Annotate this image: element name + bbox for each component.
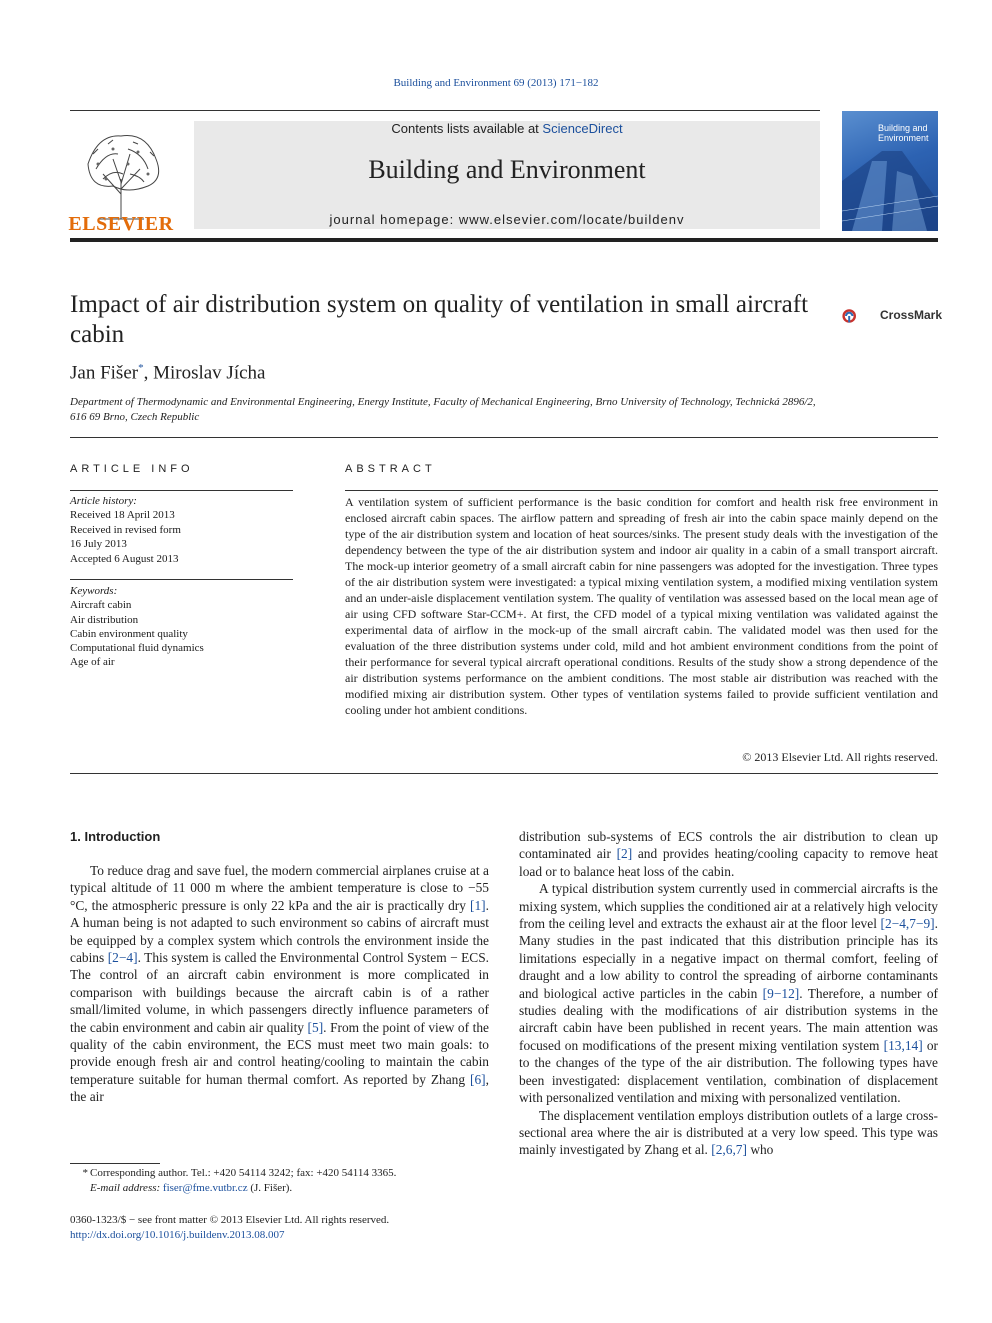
citation-link[interactable]: [5] bbox=[307, 1019, 324, 1035]
abstract-bottom-rule bbox=[70, 773, 938, 774]
journal-cover-image[interactable] bbox=[842, 111, 938, 231]
article-history bbox=[70, 494, 293, 566]
journal-citation[interactable]: Building and Environment 69 (2013) 171−182 bbox=[393, 77, 599, 89]
body-paragraph: To reduce drag and save fuel, the modern commercial airplanes cruise at a typical altitude of 11 000 m where the ambient temperature is close to −55 °C, the atmospheric pressure is only 22 kPa and the air is practically dry [1]. A human being is not adapted to such environment so cabins of aircraft must be equipped by a complex system which controls the environment inside the cabins [2−4]. This system is called the Environmental Control System − ECS. The control of an aircraft cabin environment is more complicated in comparison with buildings because the aircraft cabin is of a rather small/limited volume, in which passengers directly influence parameters of the cabin environment and cabin air quality [5]. From the point of view of the quality of the cabin environment, the ECS must meet two main goals: to provide enough fresh air and control heating/cooling to maintain the cabin temperature suitable for human thermal comfort. As reported by Zhang [6], the air bbox=[70, 863, 489, 1105]
body-paragraph: distribution sub-systems of ECS controls the air distribution to clean up contaminated air [2] and provides heating/cooling capacity to remove heat load or to balance heat loss of the cabin. bbox=[519, 829, 938, 879]
elsevier-wordmark: ELSEVIER bbox=[68, 213, 174, 235]
author-list bbox=[70, 362, 265, 384]
author-name[interactable]: Miroslav Jícha bbox=[153, 362, 266, 384]
corresponding-author-note bbox=[70, 1166, 490, 1181]
doi-link[interactable]: http://dx.doi.org/10.1016/j.buildenv.2013.08.007 bbox=[70, 1229, 285, 1241]
abstract-heading: ABSTRACT bbox=[345, 463, 436, 475]
email-link[interactable]: fiser@fme.vutbr.cz bbox=[162, 1182, 248, 1194]
cover-title-line-1: Building and bbox=[878, 123, 928, 133]
cover-title bbox=[878, 123, 929, 143]
citation-link[interactable]: [2] bbox=[616, 846, 633, 862]
keyword: Air distribution bbox=[70, 613, 139, 626]
header-rule bbox=[70, 110, 820, 111]
body-paragraph: A typical distribution system currently used in commercial aircrafts is the mixing system, which supplies the conditioned air at a relatively high velocity from the ceiling level and extracts the exhaust air at the floor level [2−4,7−9]. Many studies in the past indicated that this distribution principle has its limitations especially in a negative impact on thermal comfort, feeling of draught and a low ability to control the spreading of airborne contaminants and biological active particles in the cabin [9−12]. Therefore, a number of studies dealing with the modifications of air distribution systems in the aircraft cabin have been published in recent years. The main attention was focused on modifications of the present mixing ventilation system [13,14] or to the changes of the type of the air distribution. The following types have been investigated: displacement ventilation, combination of displacement with personalized ventilation and mixing with personalized ventilation. bbox=[519, 881, 939, 1106]
keyword: Age of air bbox=[70, 656, 115, 669]
section-heading: 1. Introduction bbox=[70, 829, 161, 844]
journal-title: Building and Environment bbox=[368, 155, 646, 184]
email-label: E-mail address: bbox=[90, 1182, 163, 1194]
contents-prefix: Contents lists available at bbox=[391, 121, 543, 136]
history-label: Article history: bbox=[70, 495, 137, 507]
homepage-prefix: journal homepage: bbox=[329, 212, 459, 227]
footnote-rule bbox=[70, 1163, 160, 1164]
author-name[interactable]: Jan Fišer bbox=[70, 362, 139, 384]
email-suffix: (J. Fišer). bbox=[247, 1182, 293, 1194]
citation-link[interactable]: [1] bbox=[470, 897, 486, 913]
body-paragraph: The displacement ventilation employs distribution outlets of a large cross-sectional area where the air is distributed at a very low speed. This type was mainly investigated by Zhang et al. [2,6,7] who bbox=[519, 1107, 938, 1158]
abstract-copyright: © 2013 Elsevier Ltd. All rights reserved. bbox=[742, 750, 938, 764]
citation-link[interactable]: [9−12] bbox=[762, 985, 800, 1001]
sciencedirect-link[interactable]: ScienceDirect bbox=[542, 121, 623, 136]
abstract-text: A ventilation system of sufficient performance is the basic condition for comfort and health risk free environment in enclosed aircraft cabin spaces. The airflow pattern and spreading of fresh air into the cabin space mainly depend on the type of the air distribution system and location of heat sources/sinks. The present study deals with the investigation of the dependency between the type of the air distribution system and indoor air quality in a cabin of a small transport aircraft. The mock-up interior geometry of a small aircraft cabin for nine passengers was adopted for the investigation. Three types of the air distribution system were investigated: a typical mixing ventilation system, a modified mixing ventilation system and an under-aisle displacement ventilation system. The quality of ventilation was assessed based on the local mean age of air using CFD software Star-CCM+. At first, the CFD model of a typical mixing ventilation was validated against the experimental data of airflow in the mock-up of the small aircraft cabin. The validated model was then used for the evaluation of the three distribution systems under cold, mild and hot ambient environment conditions from the point of their performance for several typical aircraft operational conditions. Results of the study show a strong dependence of the air distribution systems performance on the ambient conditions. The most stable air distribution was reached with the modified mixing air distribution system. Other types of ventilation systems failed to provide sufficient ventilation and cooling under hot ambient conditions. bbox=[345, 495, 938, 717]
history-item: Received in revised form bbox=[70, 523, 181, 536]
front-matter-line: 0360-1323/$ − see front matter © 2013 Elsevier Ltd. All rights reserved. bbox=[70, 1214, 390, 1226]
keywords-rule bbox=[70, 579, 293, 580]
corresponding-author-mark[interactable]: * bbox=[138, 362, 144, 374]
article-title: Impact of air distribution system on quality of ventilation in small aircraft cabin bbox=[70, 291, 809, 348]
body-column-right bbox=[519, 828, 938, 1159]
author-separator: , bbox=[143, 362, 154, 384]
journal-homepage bbox=[194, 212, 820, 227]
history-item: Accepted 6 August 2013 bbox=[70, 552, 179, 565]
footnote-mark: * bbox=[82, 1167, 88, 1179]
keywords-list bbox=[70, 584, 293, 670]
contents-line bbox=[194, 121, 820, 136]
footnote-contact: Corresponding author. Tel.: +420 54114 3242; fax: +420 54114 3365. bbox=[90, 1167, 397, 1179]
citation-link[interactable]: [13,14] bbox=[883, 1037, 923, 1053]
keyword: Aircraft cabin bbox=[70, 599, 132, 612]
cover-title-line-2: Environment bbox=[878, 133, 929, 143]
body-column-left bbox=[70, 862, 489, 1106]
affiliation: Department of Thermodynamic and Environmental Engineering, Energy Institute, Faculty of Mechanical Engineering, Brno University of Technology, Technická 2896/2, 616 69 Brno, Czech Republic bbox=[70, 396, 816, 423]
citation-link[interactable]: [2,6,7] bbox=[711, 1142, 747, 1158]
history-item: Received 18 April 2013 bbox=[70, 509, 175, 522]
cover-building-graphic bbox=[842, 151, 938, 231]
citation-link[interactable]: [2−4] bbox=[107, 950, 138, 966]
header-thick-rule bbox=[70, 238, 938, 242]
homepage-link[interactable]: www.elsevier.com/locate/buildenv bbox=[458, 212, 685, 227]
keywords-label: Keywords: bbox=[70, 585, 118, 597]
keyword: Cabin environment quality bbox=[70, 627, 188, 640]
article-info-rule bbox=[70, 490, 293, 491]
footnote bbox=[70, 1166, 490, 1196]
article-info-heading: ARTICLE INFO bbox=[70, 463, 194, 475]
keyword: Computational fluid dynamics bbox=[70, 642, 204, 655]
crossmark-label[interactable]: CrossMark bbox=[880, 308, 943, 322]
citation-link[interactable]: [2−4,7−9] bbox=[880, 916, 935, 932]
title-block-rule bbox=[70, 437, 938, 438]
crossmark-icon[interactable] bbox=[842, 296, 882, 336]
email-line bbox=[70, 1181, 490, 1196]
citation-link[interactable]: [6] bbox=[470, 1071, 486, 1087]
issn-block bbox=[70, 1213, 570, 1243]
history-item: 16 July 2013 bbox=[70, 538, 127, 551]
abstract-rule bbox=[345, 490, 938, 491]
